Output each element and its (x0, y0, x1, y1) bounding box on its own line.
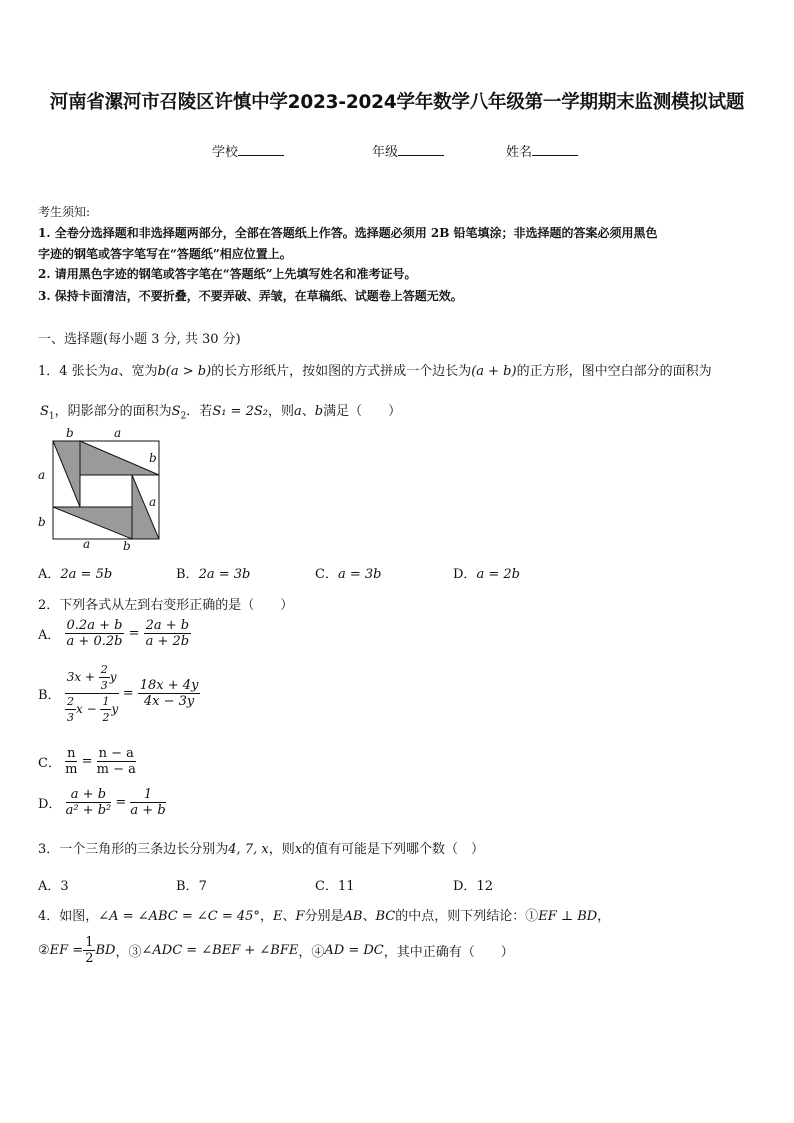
q3-text: 3．一个三角形的三条边长分别为 (38, 842, 229, 857)
q1-figure (34, 425, 164, 555)
shaded-triangle (80, 441, 159, 475)
fig-label-bottom-a: a (83, 537, 91, 551)
q4-conclusion-3: ∠ADC = ∠BEF + ∠BFE (141, 943, 299, 958)
option-label: B． (176, 879, 199, 894)
numerator: 2a + b (145, 618, 190, 633)
option-label: D． (38, 797, 62, 812)
complex-numerator: 3x + $\frac{2}{3}$ y (66, 663, 117, 692)
q2-option-a: A． $\frac{0.2a + b}{a + 0.2b}$ = $\frac{2a + b}{a + 2b}$ (38, 618, 190, 649)
numerator: 1 (130, 787, 165, 803)
q1-text: 的正方形，图中空白部分的面积为 (516, 364, 712, 379)
q4-text: ， (597, 909, 611, 924)
denominator: a² + b² (65, 803, 112, 818)
grade-field (372, 141, 444, 160)
option-label: A． (38, 628, 61, 643)
denominator: a + b (130, 803, 166, 818)
q4-text: 、 (362, 909, 376, 924)
grade-blank (398, 143, 444, 156)
option-expr: a = 2b (476, 567, 520, 582)
q4-text: ，③ (115, 945, 142, 960)
option-expr: 2a = 5b (60, 567, 113, 582)
q3-sides: 4, 7, x (228, 842, 269, 857)
q4-text: ， (259, 909, 273, 924)
q1-text: ．若 (186, 404, 213, 419)
fraction (65, 618, 125, 649)
fig-label-top-a: a (114, 426, 122, 440)
complex-denominator: $\frac{2}{3}$ x − $\frac{1}{2}$ y (67, 695, 119, 724)
q4-line1 (38, 905, 610, 924)
option-label: C． (315, 879, 338, 894)
fraction (138, 678, 201, 709)
q4-text: 4．如图， (38, 909, 99, 924)
q3-text: 的值有可能是下列哪个数（ ） (302, 842, 485, 857)
q4-point-e: E (272, 909, 283, 924)
option-label: B． (176, 567, 199, 582)
complex-fraction (65, 662, 119, 725)
q4-angles: ∠A = ∠ABC = ∠C = 45° (98, 909, 260, 924)
q1-text: 的长方形纸片，按如图的方式拼成一个边长为 (211, 364, 472, 379)
name-label: 姓名 (506, 145, 533, 160)
option-label: A． (38, 879, 61, 894)
q1-side: (a + b) (471, 364, 517, 379)
q4-line2 (38, 935, 514, 966)
school-field (212, 141, 284, 160)
denominator: a + 2b (145, 634, 190, 649)
q1-option-b (176, 563, 250, 582)
page-title: 河南省漯河市召陵区许慎中学2023-2024学年数学八年级第一学期期末监测模拟试题 (49, 92, 745, 113)
q3-option-c (315, 875, 355, 894)
fraction (144, 618, 192, 649)
q1-var-a: a (110, 364, 119, 379)
q4-text: 、 (282, 909, 296, 924)
q3-option-b (176, 875, 207, 894)
q1-s1: S (40, 404, 49, 419)
q1-s2: S (171, 404, 181, 419)
q4-point-f: F (295, 909, 305, 924)
option-value: 11 (337, 879, 355, 894)
q1-option-a (38, 563, 112, 582)
denominator: m (65, 762, 78, 777)
q2-stem: 2．下列各式从左到右变形正确的是（ ） (38, 598, 294, 613)
notice-heading: 考生须知: (38, 205, 91, 219)
q4-segment-ab: AB (343, 909, 363, 924)
fraction (66, 787, 112, 818)
fraction-half: $\frac{1}{2}$ (85, 935, 94, 966)
q4-text: 的中点，则下列结论：① (395, 909, 539, 924)
q3-text: ，则 (268, 842, 295, 857)
q4-conclusion-1: EF ⊥ BD (538, 909, 598, 924)
notice-item-3: 3. 保持卡面清洁，不要折叠，不要弄破、弄皱，在草稿纸、试题卷上答题无效。 (38, 289, 463, 303)
denominator: 4x − 3y (143, 694, 195, 709)
q1-line2: $S_1$，阴影部分的面积为$S_2$．若S₁ = 2S₂，则a、b满足（ ） (40, 404, 402, 422)
q1-condition: S₁ = 2S₂ (212, 404, 268, 419)
q1-option-c (315, 563, 381, 582)
numerator: a + b (66, 787, 112, 803)
option-label: D． (453, 879, 477, 894)
q1-text: ，阴影部分的面积为 (54, 404, 172, 419)
name-field (506, 141, 578, 160)
q4-text: ② (38, 943, 50, 958)
numerator: 0.2a + b (66, 618, 123, 633)
fig-label-right-b: b (149, 451, 157, 465)
denominator: m − a (96, 762, 136, 777)
q3-var-x: x (294, 842, 303, 857)
q1-text: 、 (301, 404, 315, 419)
q4-text: ，其中正确有（ ） (383, 945, 514, 960)
fraction (97, 746, 136, 777)
option-value: 7 (198, 879, 207, 894)
option-value: 3 (60, 879, 69, 894)
section-heading: 一、选择题(每小题 3 分, 共 30 分) (38, 332, 241, 347)
shaded-triangle (53, 441, 80, 507)
fig-label-bottom-b: b (123, 539, 131, 553)
q3-option-a (38, 875, 69, 894)
denominator: a + 0.2b (66, 634, 123, 649)
numerator: 18x + 4y (139, 678, 199, 693)
fig-label-left-a: a (38, 468, 46, 482)
q1-figure-svg (34, 425, 164, 555)
q4-text: 分别是 (304, 909, 344, 924)
q1-text: 、宽为 (118, 364, 158, 379)
q1-text: 满足（ ） (323, 404, 402, 419)
q2-option-c: C． $\frac{n}{m}$ = $\frac{n - a}{m - a}$ (38, 746, 136, 777)
q1-cond: b(a > b) (157, 364, 212, 379)
shaded-triangle (53, 507, 132, 539)
name-blank (532, 143, 578, 156)
option-value: 12 (476, 879, 493, 894)
q4-conclusion-4: AD = DC (324, 943, 384, 958)
q4-text: ，④ (298, 945, 325, 960)
school-blank (238, 143, 284, 156)
numerator: n − a (98, 746, 134, 761)
q1-text: ，则 (267, 404, 294, 419)
q1-var-a: a (294, 404, 302, 419)
q4-conclusion-2: EF = (49, 943, 84, 958)
notice-item-1a: 1. 全卷分选择题和非选择题两部分，全部在答题纸上作答。选择题必须用 2B 铅笔填涂；非选择题的答案必须用黑色 (38, 226, 658, 240)
q3-option-d (453, 875, 493, 894)
option-label: C． (38, 756, 61, 771)
school-label: 学校 (212, 145, 239, 160)
fig-label-right-a: a (149, 495, 157, 509)
q4-conclusion-2: BD (95, 943, 116, 958)
q2-option-d: D． $\frac{a + b}{\text{a² + b²}}$ = $\frac{1}{a + b}$ (38, 787, 166, 818)
q2-option-b: B． 3x + $\frac{2}{3}$ y $\frac{2}{3}$ x − $\frac{1}{2}$ y = $\frac{18x + 4y}{4x - 3y}$ (38, 663, 199, 724)
option-expr: a = 3b (337, 567, 382, 582)
q1-text: 1．4 张长为 (38, 364, 111, 379)
fraction (130, 787, 165, 818)
notice-item-2: 2. 请用黑色字迹的钢笔或答字笔在“答题纸”上先填写姓名和准考证号。 (38, 267, 417, 281)
option-label: C． (315, 567, 338, 582)
q1-line1 (38, 360, 712, 379)
option-label: B． (38, 688, 61, 703)
grade-label: 年级 (372, 145, 399, 160)
option-label: D． (453, 567, 477, 582)
option-expr: 2a = 3b (198, 567, 251, 582)
fig-label-top-b: b (66, 426, 74, 440)
q4-segment-bc: BC (375, 909, 396, 924)
notice-item-1b: 字迹的钢笔或答字笔写在“答题纸”相应位置上。 (38, 247, 292, 261)
option-label: A． (38, 567, 61, 582)
numerator: n (67, 746, 76, 761)
fraction (65, 746, 77, 777)
q1-option-d (453, 563, 520, 582)
q3-stem (38, 838, 484, 857)
fig-label-left-b: b (38, 515, 46, 529)
